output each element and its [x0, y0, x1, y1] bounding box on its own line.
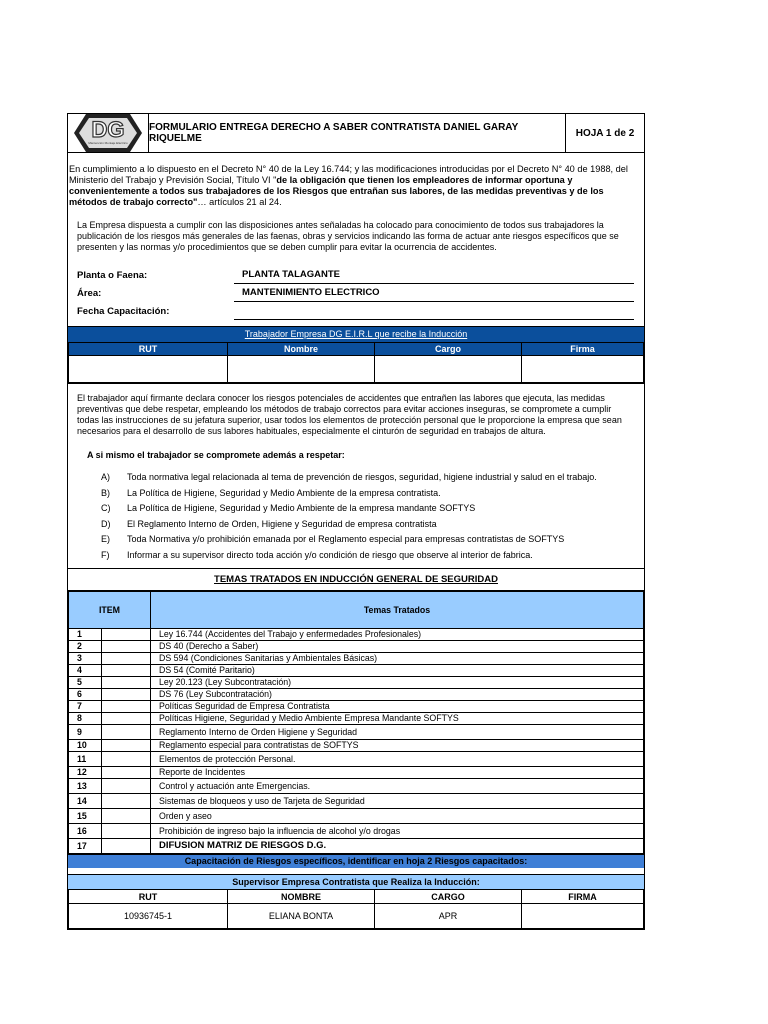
topic-number: 17: [69, 839, 102, 854]
item-text: Toda normativa legal relacionada al tema de prevención de riesgos, seguridad, higiene industrial y salud en el trabajo.: [127, 472, 597, 482]
item-letter: A): [101, 472, 110, 482]
topic-number: 4: [69, 665, 102, 677]
supervisor-bar: Supervisor Empresa Contratista que Realiza la Inducción:: [68, 874, 644, 889]
topic-check-cell[interactable]: [102, 665, 151, 677]
topic-text: DS 76 (Ley Subcontratación): [151, 689, 644, 701]
topic-check-cell[interactable]: [102, 794, 151, 809]
col-cargo: CARGO: [375, 890, 522, 904]
intro-text: En cumplimiento a lo dispuesto en el Decreto N° 40 de la Ley 16.744; y las modificaciones introducidas por el Decreto N° 40 de 1988, del Ministerio del Trabajo y Previsión Social, Título VI ": [69, 164, 628, 185]
field-value[interactable]: PLANTA TALAGANTE: [234, 269, 634, 284]
topic-row: [69, 701, 644, 713]
item-text: La Política de Higiene, Seguridad y Medio Ambiente de la empresa contratista.: [127, 487, 441, 498]
respect-heading: A si mismo el trabajador se compromete además a respetar:: [87, 450, 345, 460]
form-header: [68, 114, 644, 153]
field-label: Fecha Capacitación:: [77, 306, 170, 317]
topic-row: [69, 689, 644, 701]
topic-row: [69, 713, 644, 725]
topic-text: Ley 20.123 (Ley Subcontratación): [151, 677, 644, 689]
topic-text: Elementos de protección Personal.: [151, 752, 644, 767]
field-label: Planta o Faena:: [77, 270, 148, 281]
topic-row: [69, 740, 644, 752]
topic-check-cell[interactable]: [102, 677, 151, 689]
item-text: La Política de Higiene, Seguridad y Medio Ambiente de la empresa mandante SOFTYS: [127, 503, 476, 513]
field-value[interactable]: [234, 316, 634, 320]
topic-check-cell[interactable]: [102, 725, 151, 740]
topic-row: [69, 665, 644, 677]
respect-item: [68, 501, 644, 517]
item-text: El Reglamento Interno de Orden, Higiene y Seguridad de empresa contratista: [127, 518, 437, 529]
item-letter: D): [101, 518, 111, 529]
topic-text: Reglamento Interno de Orden Higiene y Seguridad: [151, 725, 644, 740]
topic-text: DS 54 (Comité Paritario): [151, 665, 644, 677]
field-area: [68, 284, 644, 302]
svg-text:Mantención Montaje Eléctrico: Mantención Montaje Eléctrico: [88, 141, 128, 145]
col-nombre: NOMBRE: [228, 890, 375, 904]
topic-number: 3: [69, 653, 102, 665]
col-rut: RUT: [69, 343, 228, 356]
worker-rut-cell[interactable]: [69, 356, 228, 383]
topic-row: [69, 629, 644, 641]
topic-check-cell[interactable]: [102, 824, 151, 839]
field-label: Área:: [77, 288, 102, 299]
svg-text:DG: DG: [91, 117, 125, 142]
field-plant: [68, 266, 644, 284]
company-logo: [68, 114, 149, 152]
topic-row: [69, 767, 644, 779]
col-cargo: Cargo: [375, 343, 522, 356]
declaration-paragraph: El trabajador aquí firmante declara conocer los riesgos potenciales de accidentes que entrañen las labores que ejecuta, las medidas preventivas que debe respetar, empleando los métodos de trabajo correctos para evitar acciones inseguras, se compromete a cumplir todas las instrucciones de su jefatura superior, usar todos los elementos de protección personal que le proporcione la empresa que sean necesarios para el desarrollo de sus labores habituales, especialmente el cinturón de seguridad en trabajos de altura.: [68, 383, 644, 443]
col-rut: RUT: [69, 890, 228, 904]
item-text: Toda Normativa y/o prohibición emanada por el Reglamento especial para empresas contratistas de SOFTYS: [127, 534, 565, 544]
supervisor-name[interactable]: ELIANA BONTA: [228, 904, 375, 929]
company-paragraph: La Empresa dispuesta a cumplir con las disposiciones antes señaladas ha colocado para conocimiento de todos sus trabajadores la publicación de los riesgos más generales de las faenas, obras y servicios indicando las forma de actuar ante riesgos específicos que se presenten y las normas y/o procedimientos que se deben cumplir para evitar la ocurrencia de accidentes.: [77, 220, 619, 252]
topic-text: Reglamento especial para contratistas de SOFTYS: [151, 740, 644, 752]
sheet-number: HOJA 1 de 2: [575, 127, 635, 139]
topic-number: 6: [69, 689, 102, 701]
topic-text: DS 594 (Condiciones Sanitarias y Ambientales Básicas): [151, 653, 644, 665]
worker-firma-cell[interactable]: [522, 356, 644, 383]
dg-logo-icon: [72, 110, 144, 156]
topic-text: Sistemas de bloqueos y uso de Tarjeta de Seguridad: [151, 794, 644, 809]
topic-number: 5: [69, 677, 102, 689]
supervisor-table: [68, 889, 644, 929]
topic-text: DIFUSION MATRIZ DE RIESGOS D.G.: [151, 839, 644, 854]
col-firma: FIRMA: [522, 890, 644, 904]
topic-text: Prohibición de ingreso bajo la influencia de alcohol y/o drogas: [151, 824, 644, 839]
topic-row: [69, 677, 644, 689]
respect-item: [68, 470, 644, 486]
col-item: ITEM: [69, 592, 151, 629]
topic-row: [69, 641, 644, 653]
respect-item: [68, 486, 644, 502]
topic-check-cell[interactable]: [102, 809, 151, 824]
topic-row: [69, 824, 644, 839]
capacitation-bar: Capacitación de Riesgos específicos, identificar en hoja 2 Riesgos capacitados:: [68, 854, 644, 868]
safety-form: [67, 113, 645, 930]
topic-row: [69, 809, 644, 824]
topic-text: Políticas Higiene, Seguridad y Medio Ambiente Empresa Mandante SOFTYS: [151, 713, 644, 725]
col-firma: Firma: [522, 343, 644, 356]
intro-bold-text: de la obligación que tienen los empleadores de informar oportuna y convenientemente a todos sus trabajadores de los Riesgos que entrañan sus labores, de las medidas preventivas y de los métodos de trabajo correcto": [69, 175, 604, 207]
topic-row: [69, 752, 644, 767]
topic-row: [69, 725, 644, 740]
topic-number: 2: [69, 641, 102, 653]
topic-number: 10: [69, 740, 102, 752]
topic-check-cell[interactable]: [102, 752, 151, 767]
topics-heading: [68, 568, 644, 591]
topic-check-cell[interactable]: [102, 779, 151, 794]
topic-row: [69, 839, 644, 854]
topic-number: 8: [69, 713, 102, 725]
topic-check-cell[interactable]: [102, 701, 151, 713]
topic-number: 13: [69, 779, 102, 794]
intro-paragraph: [68, 153, 644, 210]
col-nombre: Nombre: [228, 343, 375, 356]
worker-name-cell[interactable]: [228, 356, 375, 383]
respect-item: [68, 548, 644, 564]
supervisor-cargo[interactable]: APR: [375, 904, 522, 929]
item-letter: E): [101, 534, 110, 544]
topic-number: 15: [69, 809, 102, 824]
topic-check-cell[interactable]: [102, 641, 151, 653]
topic-check-cell[interactable]: [102, 653, 151, 665]
worker-cargo-cell[interactable]: [375, 356, 522, 383]
topic-check-cell[interactable]: [102, 713, 151, 725]
topic-text: Ley 16.744 (Accidentes del Trabajo y enfermedades Profesionales): [151, 629, 644, 641]
topic-number: 9: [69, 725, 102, 740]
field-date: [68, 302, 644, 320]
topic-number: 11: [69, 752, 102, 767]
topic-number: 16: [69, 824, 102, 839]
topic-row: [69, 779, 644, 794]
topic-check-cell[interactable]: [102, 740, 151, 752]
topics-heading-text: TEMAS TRATADOS EN INDUCCIÓN GENERAL DE SEGURIDAD: [214, 574, 498, 585]
item-text: Informar a su supervisor directo toda acción y/o condición de riesgo que observe al interior de fabrica.: [127, 549, 533, 560]
topic-check-cell[interactable]: [102, 767, 151, 779]
topic-number: 12: [69, 767, 102, 779]
item-letter: C): [101, 503, 111, 513]
topic-row: [69, 794, 644, 809]
workers-table: [68, 342, 644, 383]
respect-item: [68, 532, 644, 548]
topic-row: [69, 653, 644, 665]
supervisor-rut[interactable]: 10936745-1: [69, 904, 228, 929]
field-value[interactable]: MANTENIMIENTO ELECTRICO: [234, 287, 634, 302]
topic-number: 14: [69, 794, 102, 809]
item-letter: B): [101, 487, 110, 498]
topic-text: Reporte de Incidentes: [151, 767, 644, 779]
form-title: FORMULARIO ENTREGA DERECHO A SABER CONTRATISTA DANIEL GARAY RIQUELME: [149, 114, 566, 152]
topic-check-cell[interactable]: [102, 629, 151, 641]
topic-number: 7: [69, 701, 102, 713]
topic-text: Control y actuación ante Emergencias.: [151, 779, 644, 794]
respect-item: [68, 517, 644, 533]
topic-text: Orden y aseo: [151, 809, 644, 824]
topic-text: DS 40 (Derecho a Saber): [151, 641, 644, 653]
item-letter: F): [101, 549, 110, 560]
workers-bar: [68, 326, 644, 342]
topic-text: Políticas Seguridad de Empresa Contratista: [151, 701, 644, 713]
workers-bar-text: Trabajador Empresa DG E.I.R.L que recibe la Inducción: [244, 329, 468, 339]
topics-table: [68, 591, 644, 854]
intro-text-end: … artículos 21 al 24.: [197, 197, 282, 207]
col-topics: Temas Tratados: [151, 592, 644, 629]
topic-check-cell[interactable]: [102, 689, 151, 701]
topic-check-cell[interactable]: [102, 839, 151, 854]
topic-number: 1: [69, 629, 102, 641]
supervisor-firma[interactable]: [522, 904, 644, 929]
